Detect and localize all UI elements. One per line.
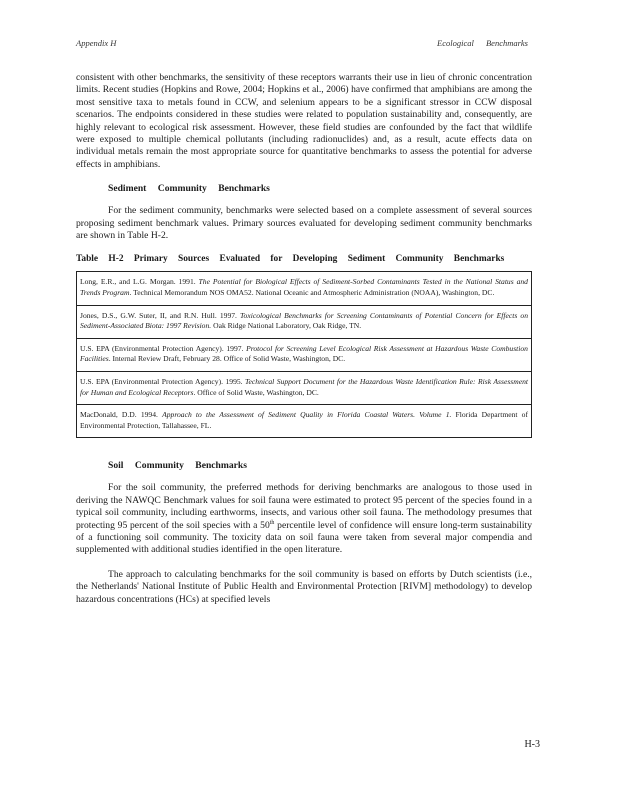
- ref-publisher: Oak Ridge National Laboratory, Oak Ridge, TN.: [211, 321, 362, 331]
- header-left: Appendix H: [76, 38, 117, 48]
- table-row: [77, 272, 531, 305]
- page-header: [76, 38, 528, 52]
- ref-authors: MacDonald, D.D. 1994.: [80, 410, 163, 420]
- soil-heading: Soil Community Benchmarks: [108, 460, 247, 472]
- table-row: [77, 339, 531, 372]
- ref-authors: Long, E.R., and L.G. Morgan. 1991.: [80, 277, 199, 287]
- ref-title: Approach to the Assessment of Sediment Quality in Florida Coastal Waters. Volume 1.: [162, 410, 452, 420]
- soil-paragraph-1: [76, 482, 532, 556]
- ref-publisher: . Internal Review Draft, February 28. Office of Solid Waste, Washington, DC.: [108, 354, 346, 364]
- sediment-heading: Sediment Community Benchmarks: [108, 183, 270, 195]
- table-caption: Table H-2 Primary Sources Evaluated for Developing Sediment Community Benchmarks: [76, 254, 505, 265]
- intro-paragraph: consistent with other benchmarks, the sensitivity of these receptors warrants their use in lieu of chronic concentration limits. Recent studies (Hopkins and Rowe, 2004; Hopkins et al., 2006) have confirmed that amphibians are among the most sensitive taxa to metals found in CCW, and selenium appears to be a significant stressor in CCW disposal scenarios. The endpoints considered in these studies were related to population sustainability and, consequently, are highly relevant to ecological risk assessment. However, these field studies are confounded by the fact that wildlife were exposed to multiple chemical pollutants (including radionuclides) and, as a result, acute effects data on individual metals remain the most appropriate source for quantitative benchmarks to assess the potential for adverse effects in amphibians.: [76, 72, 532, 170]
- ref-publisher: Florida Department of Environmental Protection, Tallahassee, FL.: [80, 410, 528, 430]
- ref-publisher: . Technical Memorandum NOS OMA52. National Oceanic and Atmospheric Administration (NOAA), Washington, DC.: [129, 288, 495, 298]
- ref-authors: U.S. EPA (Environmental Protection Agency). 1995.: [80, 377, 246, 387]
- soil-p1-text-b: percentile level of confidence will ensure long-term sustainability of a functioning soil community. The toxicity data on soil fauna were taken from several major compendia and supplemented with additional studies identified in the open literature.: [76, 519, 532, 556]
- header-right: Ecological Benchmarks: [437, 38, 528, 48]
- ref-title: The Potential for Biological Effects of Sediment-Sorbed Contaminants Tested in the National Status and Trends Program: [80, 277, 528, 298]
- reference-table: [76, 271, 532, 438]
- table-row: [77, 372, 531, 405]
- ref-publisher: . Office of Solid Waste, Washington, DC.: [193, 387, 319, 397]
- sediment-paragraph: For the sediment community, benchmarks were selected based on a complete assessment of several sources proposing sediment benchmark values. Primary sources evaluated for developing sediment community benchmarks are shown in Table H-2.: [76, 205, 532, 242]
- ref-title: Toxicological Benchmarks for Screening Contaminants of Potential Concern for Effects on Sediment-Associated Biota: 1997 Revision.: [80, 310, 529, 331]
- page-number: H-3: [524, 739, 540, 750]
- ref-authors: Jones, D.S., G.W. Suter, II, and R.N. Hull. 1997.: [80, 310, 241, 320]
- ref-title: Technical Support Document for the Hazardous Waste Identification Rule: Risk Assessment for Human and Ecological Receptors: [80, 377, 528, 397]
- soil-p1-text-a: For the soil community, the preferred methods for deriving benchmarks are analogous to those used in deriving the NAWQC Benchmark values for soil fauna were estimated to protect 95 percent of the species found in a typical soil community, including earthworms, insects, and various other soil fauna. The methodology presumes that protecting 95 percent of the soil species with a 50: [76, 482, 532, 531]
- ref-authors: U.S. EPA (Environmental Protection Agency). 1997.: [80, 343, 247, 353]
- superscript-th: th: [269, 519, 275, 526]
- ref-title: Protocol for Screening Level Ecological Risk Assessment at Hazardous Waste Combustion Facilities: [80, 343, 528, 364]
- table-row: [77, 306, 531, 339]
- table-row: [77, 405, 531, 437]
- soil-paragraph-2: The approach to calculating benchmarks for the soil community is based on efforts by Dutch scientists (i.e., the Netherlands' National Institute of Public Health and Environmental Protection [RIVM] methodology) to develop hazardous concentrations (HCs) at specified levels: [76, 568, 532, 605]
- page-body: [76, 72, 532, 618]
